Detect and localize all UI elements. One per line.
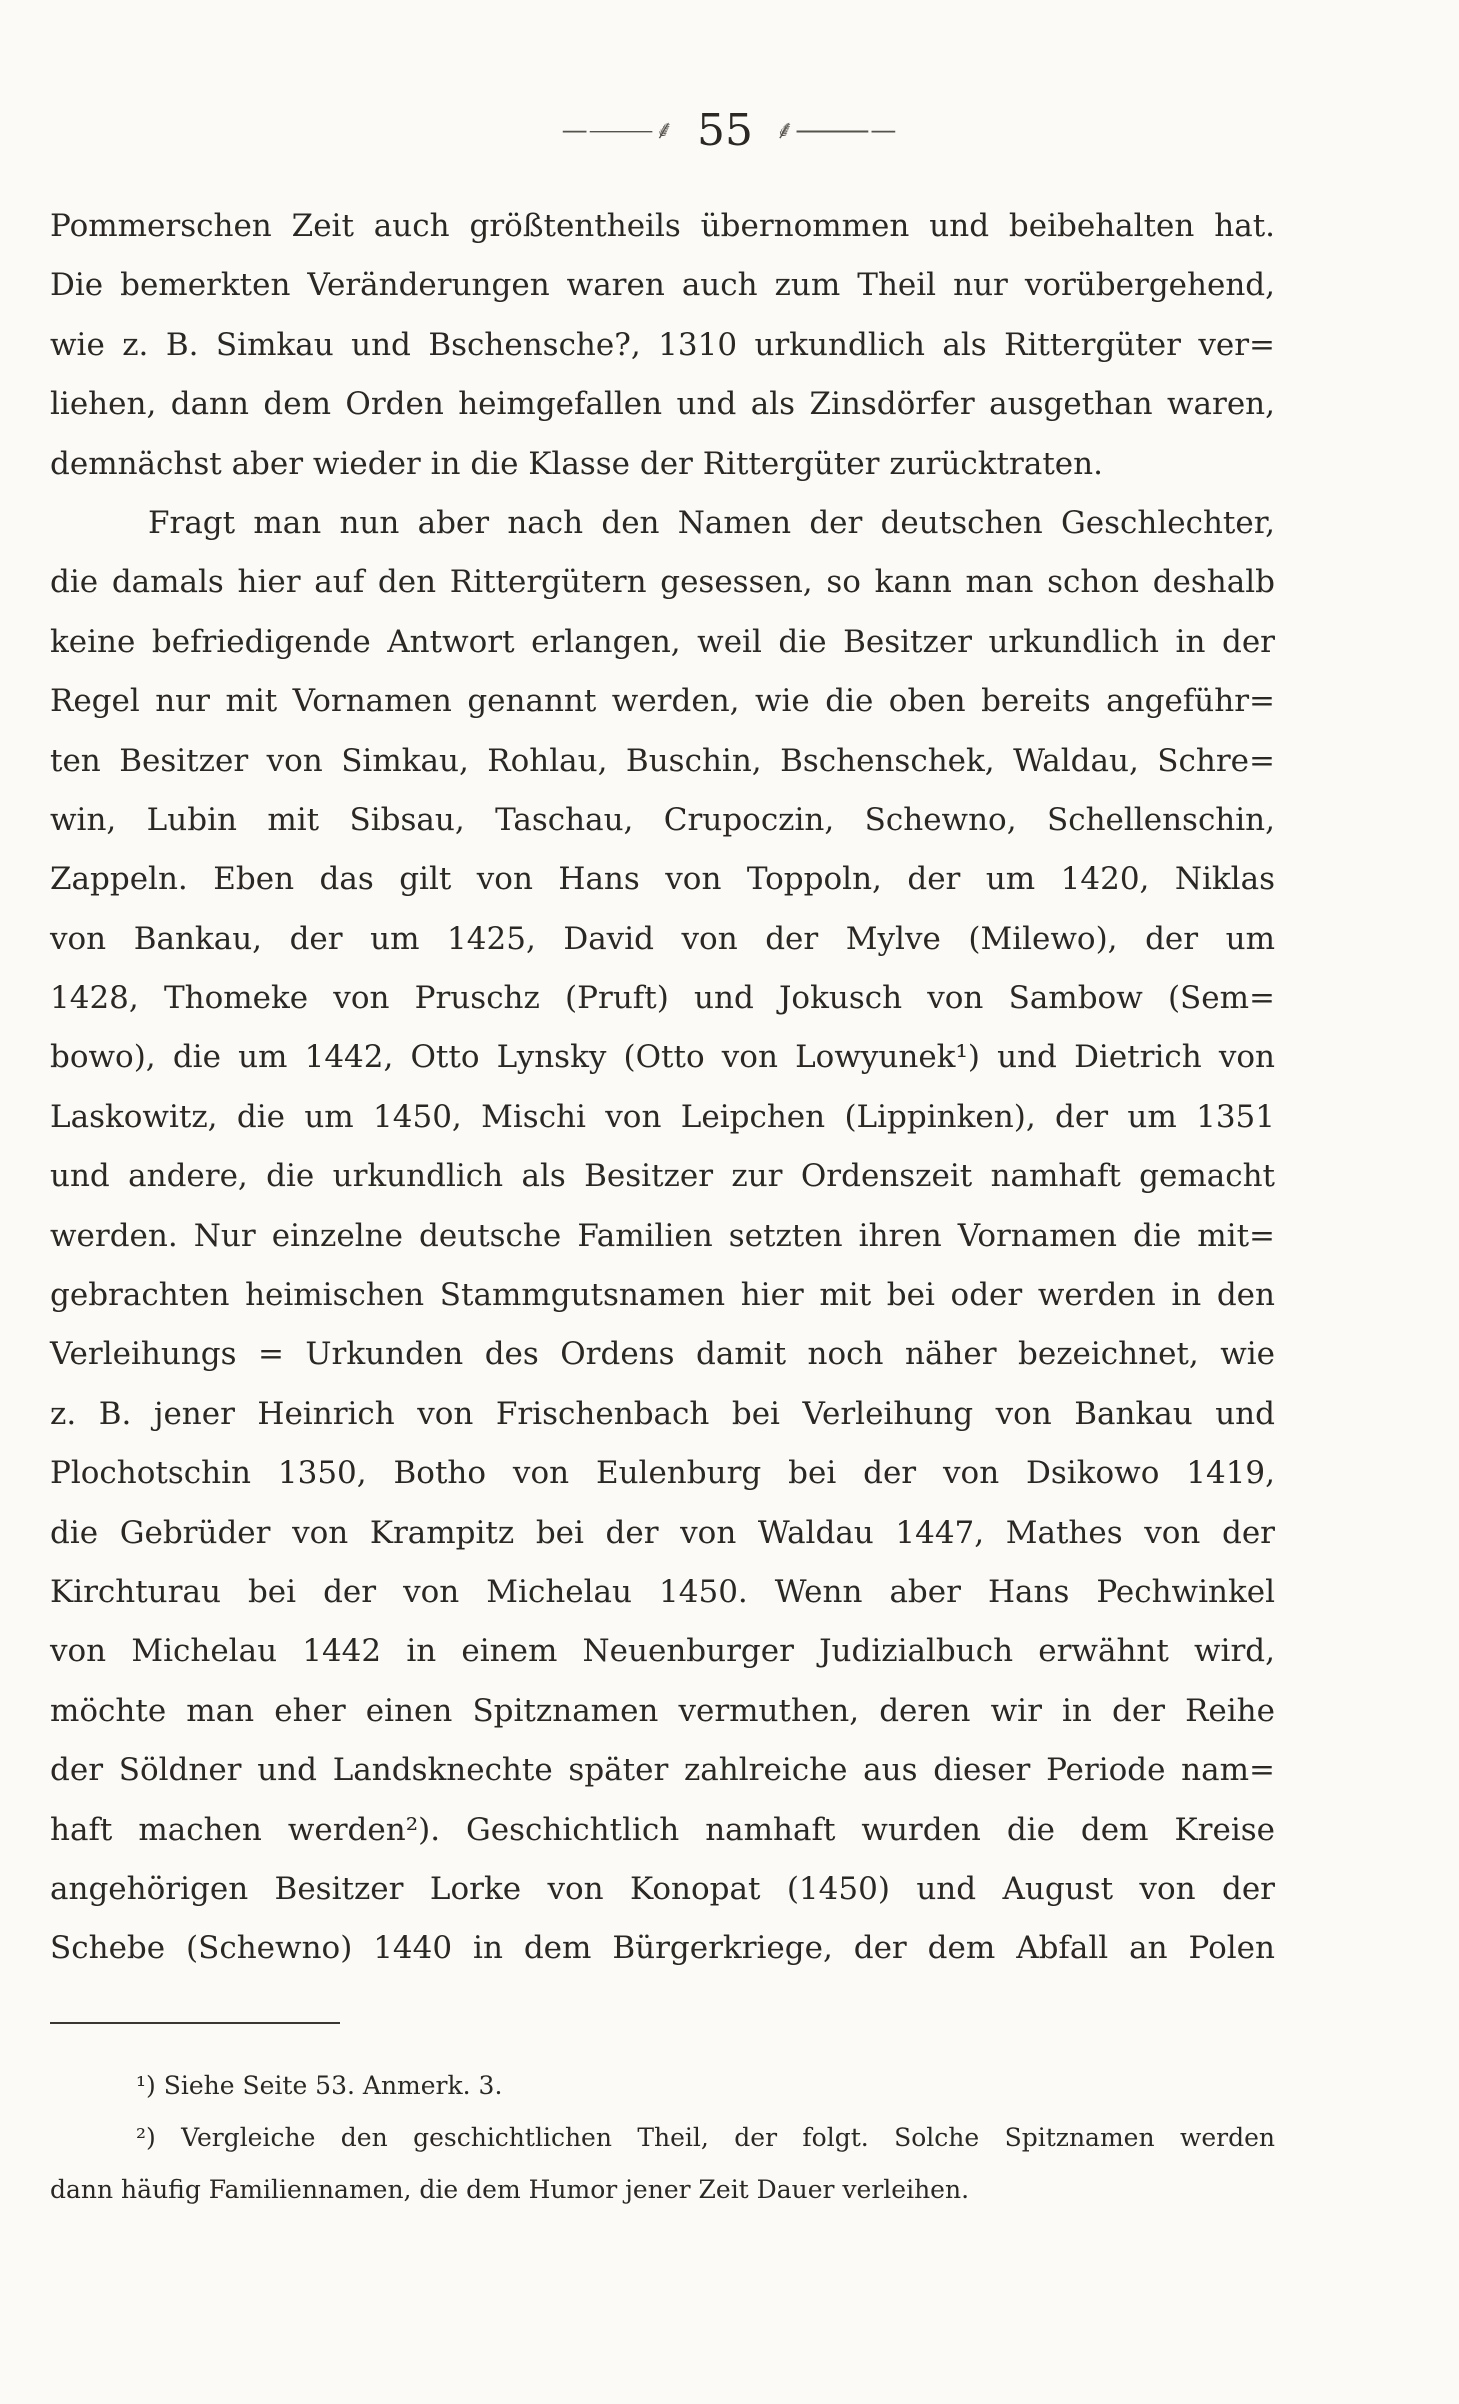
header-ornament-left: —⸻⸙ <box>561 115 676 146</box>
text-line: die Gebrüder von Krampitz bei der von Waldau 1447, Mathes von der <box>50 1514 1275 1551</box>
text-line: 1428, Thomeke von Pruschz (Pruft) und Jokusch von Sambow (Sem= <box>50 980 1275 1017</box>
text-line: Regel nur mit Vornamen genannt werden, wie die oben bereits angeführ= <box>50 683 1275 720</box>
text-line: liehen, dann dem Orden heimgefallen und als Zinsdörfer ausgethan waren, <box>50 386 1275 423</box>
text-line: Laskowitz, die um 1450, Mischi von Leipchen (Lippinken), der um 1351 <box>50 1098 1275 1135</box>
text-line: win, Lubin mit Sibsau, Taschau, Crupoczin, Schewno, Schellenschin, <box>50 801 1275 838</box>
text-line: Pommerschen Zeit auch größtentheils übernommen und beibehalten hat. <box>50 208 1275 244</box>
page-number: 55 <box>697 104 754 156</box>
text-line: Plochotschin 1350, Botho von Eulenburg bei der von Dsikowo 1419, <box>50 1455 1275 1492</box>
text-line: angehörigen Besitzer Lorke von Konopat (1450) und August von der <box>50 1870 1275 1907</box>
header-ornament-right: ⸙⸻— <box>775 115 898 146</box>
text-line: möchte man eher einen Spitznamen vermuthen, deren wir in der Reihe <box>50 1692 1275 1729</box>
footnote-2-line-2: dann häufig Familiennamen, die dem Humor jener Zeit Dauer verleihen. <box>50 2175 970 2204</box>
text-line: wie z. B. Simkau und Bschensche?, 1310 urkundlich als Rittergüter ver= <box>50 326 1275 363</box>
text-line: Fragt man nun aber nach den Namen der deutschen Geschlechter, <box>148 504 1275 541</box>
text-line: von Michelau 1442 in einem Neuenburger Judizialbuch erwähnt wird, <box>50 1633 1275 1670</box>
footnote-divider <box>50 2022 340 2024</box>
text-line: z. B. jener Heinrich von Frischenbach bei Verleihung von Bankau und <box>50 1395 1275 1432</box>
text-line: gebrachten heimischen Stammgutsnamen hier mit bei oder werden in den <box>50 1277 1275 1314</box>
body-text <box>50 197 1275 1979</box>
text-line: Schebe (Schewno) 1440 in dem Bürgerkriege, der dem Abfall an Polen <box>50 1930 1275 1967</box>
text-line: die damals hier auf den Rittergütern gesessen, so kann man schon deshalb <box>50 564 1275 601</box>
text-line: haft machen werden²). Geschichtlich namhaft wurden die dem Kreise <box>50 1811 1275 1848</box>
text-line: Die bemerkten Veränderungen waren auch zum Theil nur vorübergehend, <box>50 267 1275 304</box>
text-line: Verleihungs = Urkunden des Ordens damit noch näher bezeichnet, wie <box>50 1336 1275 1373</box>
text-line: und andere, die urkundlich als Besitzer zur Ordenszeit namhaft gemacht <box>50 1158 1275 1195</box>
text-line: demnächst aber wieder in die Klasse der Rittergüter zurücktraten. <box>50 445 1103 482</box>
text-line: werden. Nur einzelne deutsche Familien setzten ihren Vornamen die mit= <box>50 1217 1275 1254</box>
footnote-1: ¹) Siehe Seite 53. Anmerk. 3. <box>136 2071 503 2100</box>
text-line: Zappeln. Eben das gilt von Hans von Toppoln, der um 1420, Niklas <box>50 861 1275 898</box>
text-line: ten Besitzer von Simkau, Rohlau, Buschin, Bschenschek, Waldau, Schre= <box>50 742 1275 779</box>
page-header <box>0 98 1459 161</box>
text-line: von Bankau, der um 1425, David von der Mylve (Milewo), der um <box>50 920 1275 957</box>
footnotes <box>50 2060 1275 2216</box>
text-line: Kirchturau bei der von Michelau 1450. Wenn aber Hans Pechwinkel <box>50 1573 1275 1610</box>
text-line: bowo), die um 1442, Otto Lynsky (Otto von Lowyunek¹) und Dietrich von <box>50 1039 1275 1076</box>
footnote-2-line-1: ²) Vergleiche den geschichtlichen Theil, der folgt. Solche Spitznamen werden <box>136 2123 1275 2152</box>
text-line: der Söldner und Landsknechte später zahlreiche aus dieser Periode nam= <box>50 1752 1275 1789</box>
text-line: keine befriedigende Antwort erlangen, weil die Besitzer urkundlich in der <box>50 623 1275 660</box>
